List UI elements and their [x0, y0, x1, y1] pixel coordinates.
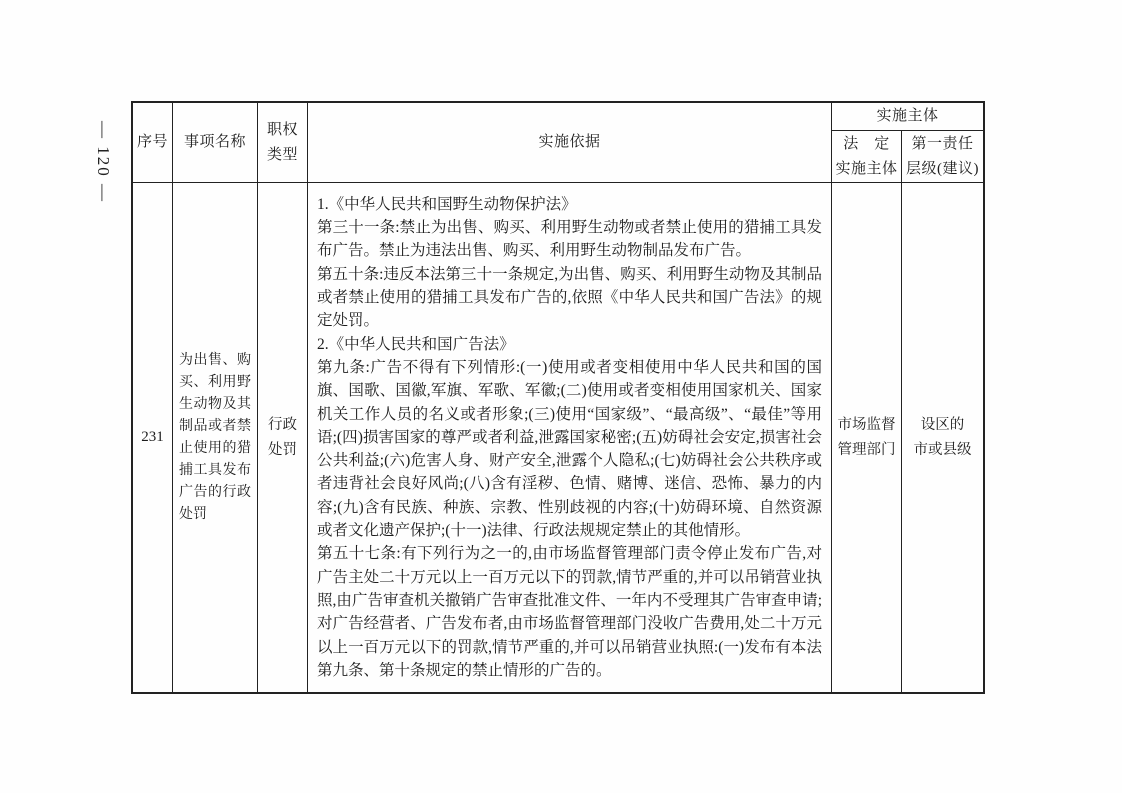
powers-table — [131, 101, 985, 694]
header-serial-label: 序号 — [136, 134, 168, 150]
header-subject-group — [832, 103, 983, 131]
header-subject-group-label: 实施主体 — [876, 108, 939, 124]
cell-basis — [308, 183, 832, 692]
basis-paragraph: 第三十一条:禁止为出售、购买、利用野生动物或者禁止使用的猎捕工具发布广告。禁止为违法出售、购买、利用野生动物制品发布广告。 — [317, 219, 822, 260]
power-type-line1: 行政 — [268, 416, 297, 433]
header-responsibility-line1: 第一责任 — [911, 135, 974, 152]
cell-power-type — [258, 183, 308, 692]
header-responsibility-line2: 层级(建议) — [906, 160, 979, 177]
header-basis-label: 实施依据 — [538, 134, 601, 150]
page-number: — 120 — — [94, 121, 113, 203]
legal-subject-line2: 管理部门 — [837, 441, 896, 458]
header-serial — [133, 103, 173, 183]
header-power-type-line1: 职权 — [266, 121, 298, 138]
cell-serial — [133, 183, 173, 692]
header-responsibility — [902, 131, 983, 183]
power-type-line2: 处罚 — [268, 441, 297, 458]
header-item-name — [173, 103, 258, 183]
serial-value: 231 — [141, 429, 164, 445]
cell-item-name — [173, 183, 258, 692]
header-power-type-line2: 类型 — [266, 146, 298, 163]
cell-responsibility — [902, 183, 983, 692]
responsibility-line2: 市或县级 — [913, 441, 972, 458]
header-legal-subject-line2: 实施主体 — [835, 160, 898, 177]
responsibility-line1: 设区的 — [920, 416, 965, 433]
header-item-name-label: 事项名称 — [183, 134, 246, 150]
header-legal-subject — [832, 131, 902, 183]
basis-paragraph: 第五十七条:有下列行为之一的,由市场监督管理部门责令停止发布广告,对广告主处二十万元以上一百万元以下的罚款,情节严重的,并可以吊销营业执照,由广告审查机关撤销广告审查批准文件、一年内不受理其广告审查申请;对广告经营者、广告发布者,由市场监督管理部门没收广告费用,处二十万元以上一百万元以下的罚款,情节严重的,并可以吊销营业执照:(一)发布有本法第九条、第十条规定的禁止情形的广告的。 — [317, 545, 822, 679]
legal-subject-line1: 市场监督 — [837, 416, 896, 433]
cell-legal-subject — [832, 183, 902, 692]
basis-paragraph: 2.《中华人民共和国广告法》 — [317, 335, 515, 353]
basis-paragraph: 第五十条:违反本法第三十一条规定,为出售、购买、利用野生动物及其制品或者禁止使用的猎捕工具发布广告的,依照《中华人民共和国广告法》的规定处罚。 — [317, 265, 822, 330]
header-power-type — [258, 103, 308, 183]
item-name-text: 为出售、购买、利用野生动物及其制品或者禁止使用的猎捕工具发布广告的行政处罚 — [179, 352, 251, 522]
basis-paragraph: 第九条:广告不得有下列情形:(一)使用或者变相使用中华人民共和国的国旗、国歌、国徽,军旗、军歌、军徽;(二)使用或者变相使用国家机关、国家机关工作人员的名义或者形象;(三)使用“国家级”、“最高级”、“最佳”等用语;(四)损害国家的尊严或者利益,泄露国家秘密;(五)妨碍社会安定,损害社会公共利益;(六)危害人身、财产安全,泄露个人隐私;(七)妨碍社会公共秩序或者违背社会良好风尚;(八)含有淫秽、色情、赌博、迷信、恐怖、暴力的内容;(九)含有民族、种族、宗教、性别歧视的内容;(十)妨碍环境、自然资源或者文化遗产保护;(十一)法律、行政法规规定禁止的其他情形。 — [317, 358, 822, 540]
header-legal-subject-line1: 法 定 — [843, 135, 890, 152]
header-basis — [308, 103, 832, 183]
basis-paragraph: 1.《中华人民共和国野生动物保护法》 — [317, 195, 577, 213]
